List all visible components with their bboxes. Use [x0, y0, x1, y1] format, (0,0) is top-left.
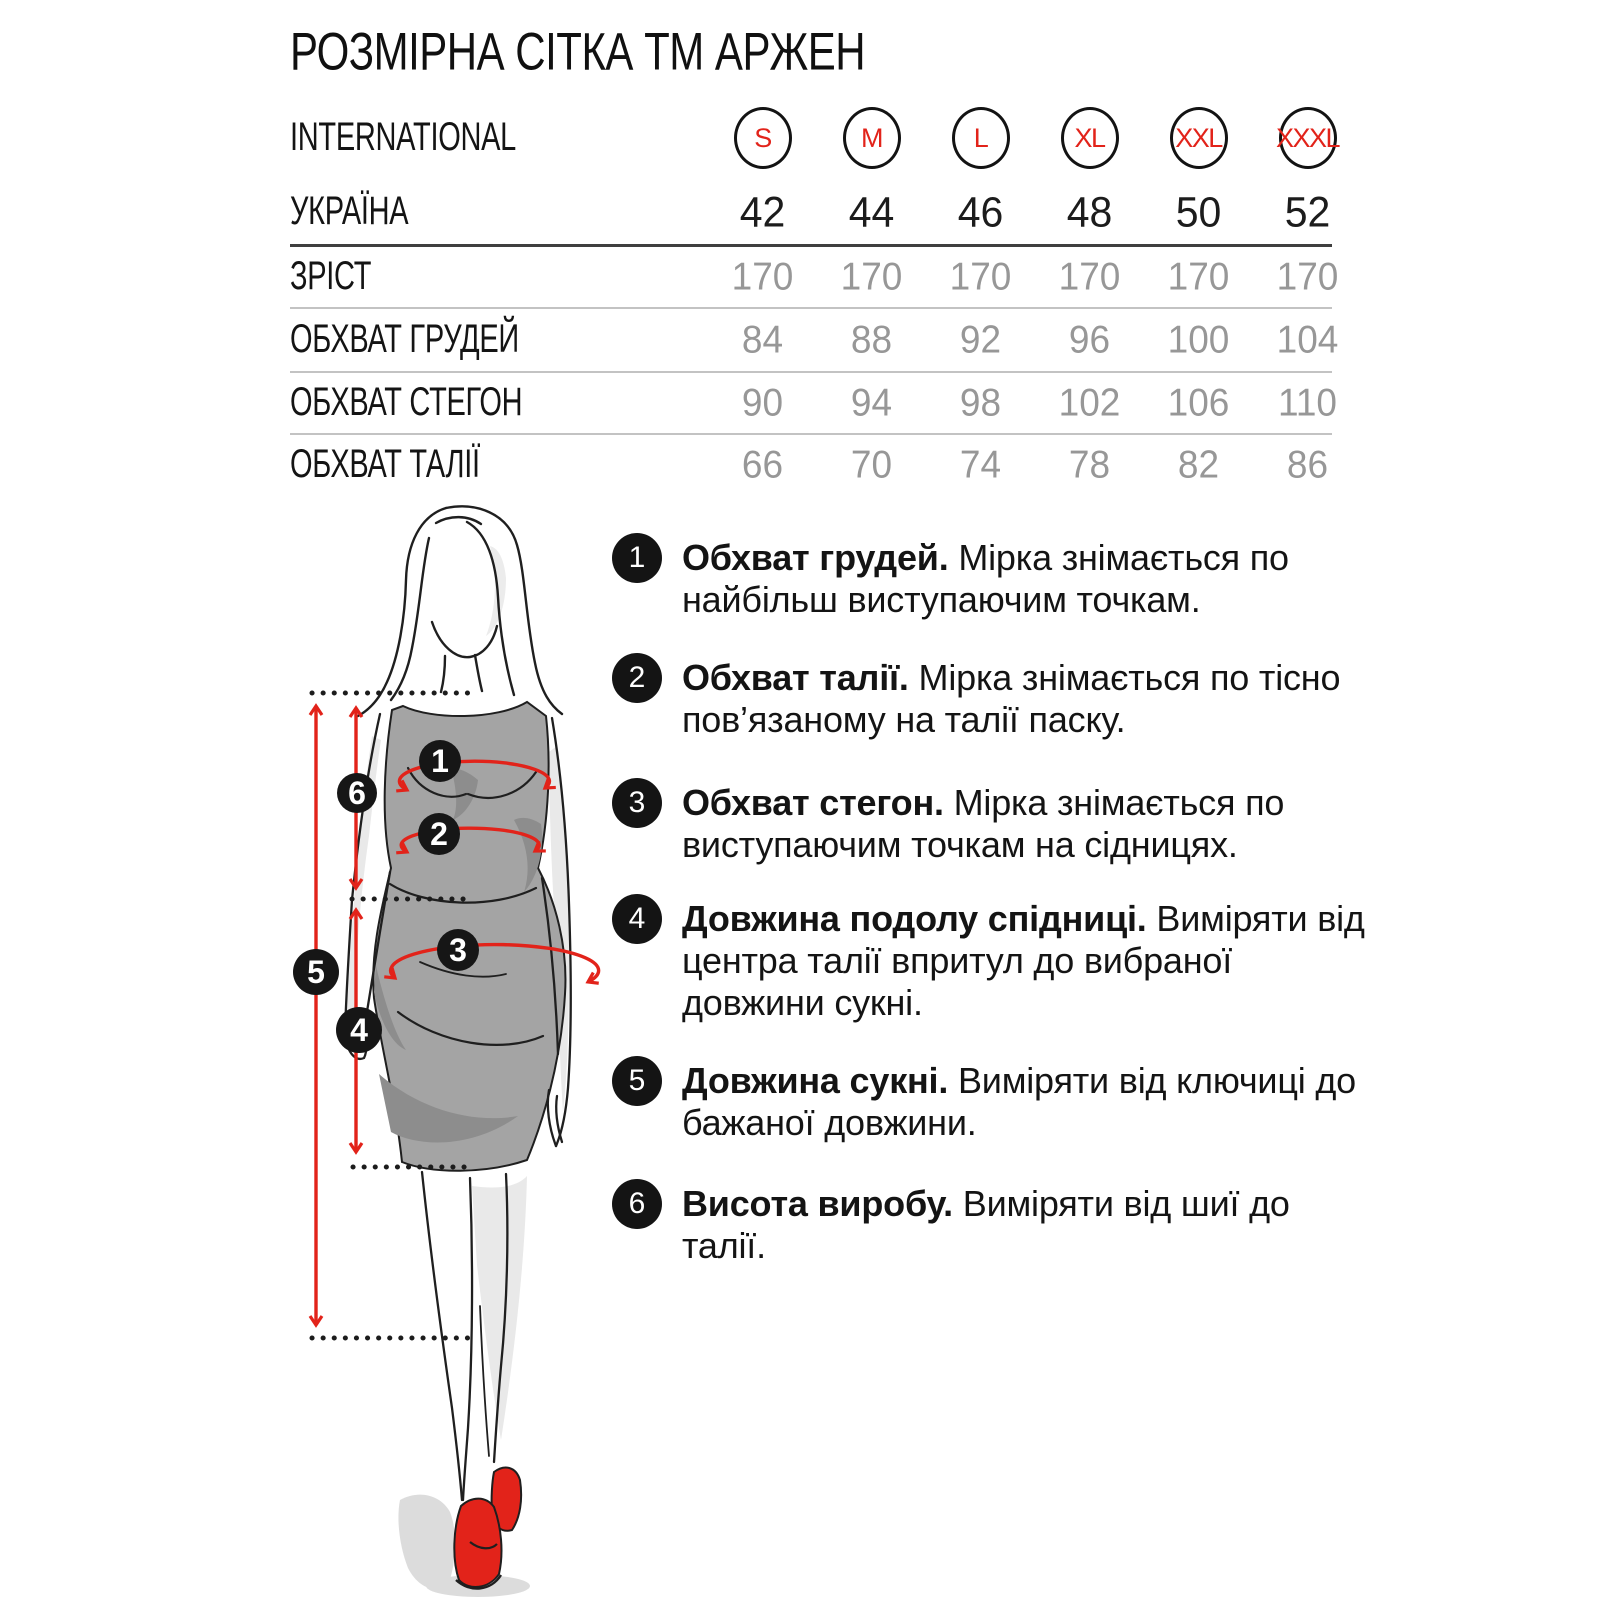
marker-label-2: 2 [430, 816, 448, 852]
measure-value: 92 [959, 317, 1002, 361]
neck [475, 655, 482, 691]
legend-number-3: 3 [612, 778, 662, 828]
legend-term-5: Довжина сукні. [682, 1060, 949, 1101]
legend-text-1 [682, 537, 1382, 621]
size-value: 48 [1066, 187, 1113, 236]
measure-value: 170 [840, 254, 903, 298]
legend-item-waist [612, 657, 1402, 741]
measure-value: 170 [1058, 254, 1121, 298]
measure-value: 90 [741, 380, 784, 424]
legend-number-5: 5 [612, 1056, 662, 1106]
size-badge-xl: XL [1061, 107, 1119, 169]
row-label-hips: ОБХВАТ СТЕГОН [290, 380, 523, 425]
row-label-ukraine: УКРАЇНА [290, 189, 409, 234]
measure-value: 170 [1167, 254, 1230, 298]
legend-item-product-height [612, 1183, 1402, 1267]
row-label-waist: ОБХВАТ ТАЛІЇ [290, 442, 480, 487]
table-row-ukraine [290, 180, 1362, 244]
measure-value: 88 [850, 317, 893, 361]
marker-label-6: 6 [348, 775, 366, 811]
size-value: 52 [1284, 187, 1331, 236]
legend-desc-3: Мірка знімається по виступаючим точкам на сідницях. [682, 782, 1285, 865]
row-label-height: ЗРІСТ [290, 254, 372, 299]
size-table [290, 96, 1362, 495]
legend-item-skirt-length [612, 898, 1402, 1024]
marker-label-5: 5 [307, 954, 325, 990]
size-value: 42 [739, 187, 786, 236]
legend-number-6: 6 [612, 1179, 662, 1229]
legend-text-3 [682, 782, 1382, 866]
marker-label-4: 4 [350, 1012, 368, 1048]
right-hand [548, 1090, 556, 1146]
measure-value: 170 [731, 254, 794, 298]
measure-value: 78 [1068, 442, 1111, 486]
size-value: 50 [1175, 187, 1222, 236]
table-row-international [290, 96, 1362, 180]
face-jaw [432, 622, 497, 657]
legend-desc-1: Мірка знімається по найбільш виступаючим точкам. [682, 537, 1289, 620]
woman-sketch [358, 506, 562, 716]
measure-value: 104 [1276, 317, 1339, 361]
legend-term-4: Довжина подолу спідниці. [682, 898, 1147, 939]
measure-value: 110 [1278, 380, 1337, 424]
table-row-waist [290, 435, 1362, 495]
measure-value: 170 [949, 254, 1012, 298]
measurement-figure [280, 490, 620, 1600]
legend-desc-5: Виміряти від ключиці до бажаної довжини. [682, 1060, 1356, 1143]
size-badge-m: M [843, 107, 901, 169]
legend-text-6 [682, 1183, 1382, 1267]
legend-desc-4: Виміряти від центра талії впритул до вибраної довжини сукні. [682, 898, 1365, 1023]
legend-term-2: Обхват талії. [682, 657, 909, 698]
legend-item-bust [612, 537, 1402, 621]
table-row-height [290, 247, 1362, 307]
size-badge-l: L [952, 107, 1010, 169]
hair [436, 517, 481, 524]
hair [467, 522, 514, 695]
legend-desc-2: Мірка знімається по тісно пов’язаному на талії паску. [682, 657, 1341, 740]
measure-value: 96 [1068, 317, 1111, 361]
measure-value: 98 [959, 380, 1002, 424]
hair [358, 508, 446, 716]
hair [391, 538, 429, 700]
size-value: 46 [957, 187, 1004, 236]
legend-item-hips [612, 782, 1402, 866]
table-row-hips [290, 373, 1362, 433]
measure-value: 102 [1058, 380, 1121, 424]
size-badge-s: S [734, 107, 792, 169]
measure-value: 106 [1167, 380, 1230, 424]
legend-term-6: Висота виробу. [682, 1183, 953, 1224]
measure-value: 74 [959, 442, 1002, 486]
measure-value: 86 [1286, 442, 1329, 486]
legend-text-5 [682, 1060, 1382, 1144]
measure-value: 170 [1276, 254, 1339, 298]
size-badge-xxl: XXL [1170, 107, 1228, 169]
legend-number-2: 2 [612, 653, 662, 703]
legend-number-4: 4 [612, 894, 662, 944]
marker-label-3: 3 [449, 932, 467, 968]
legend-text-2 [682, 657, 1382, 741]
measure-value: 84 [741, 317, 784, 361]
hair [446, 506, 562, 714]
size-value: 44 [848, 187, 895, 236]
row-label-chest: ОБХВАТ ГРУДЕЙ [290, 317, 519, 362]
legend-item-dress-length [612, 1060, 1402, 1144]
page-title: РОЗМІРНА СІТКА ТМ АРЖЕН [290, 22, 866, 81]
legend-term-3: Обхват стегон. [682, 782, 944, 823]
legend-term-1: Обхват грудей. [682, 537, 949, 578]
measure-value: 100 [1167, 317, 1230, 361]
legend-number-1: 1 [612, 533, 662, 583]
measure-value: 66 [741, 442, 784, 486]
measure-value: 82 [1177, 442, 1220, 486]
marker-label-1: 1 [431, 743, 449, 779]
table-row-chest [290, 309, 1362, 371]
size-badge-xxxl: XXXL [1279, 107, 1337, 169]
measure-value: 70 [850, 442, 893, 486]
right-hand [556, 1096, 562, 1142]
measure-value: 94 [850, 380, 893, 424]
neck [441, 656, 445, 692]
legend-text-4 [682, 898, 1382, 1024]
legend-desc-6: Виміряти від шиї до талії. [682, 1183, 1290, 1266]
row-label-international: INTERNATIONAL [290, 115, 516, 160]
